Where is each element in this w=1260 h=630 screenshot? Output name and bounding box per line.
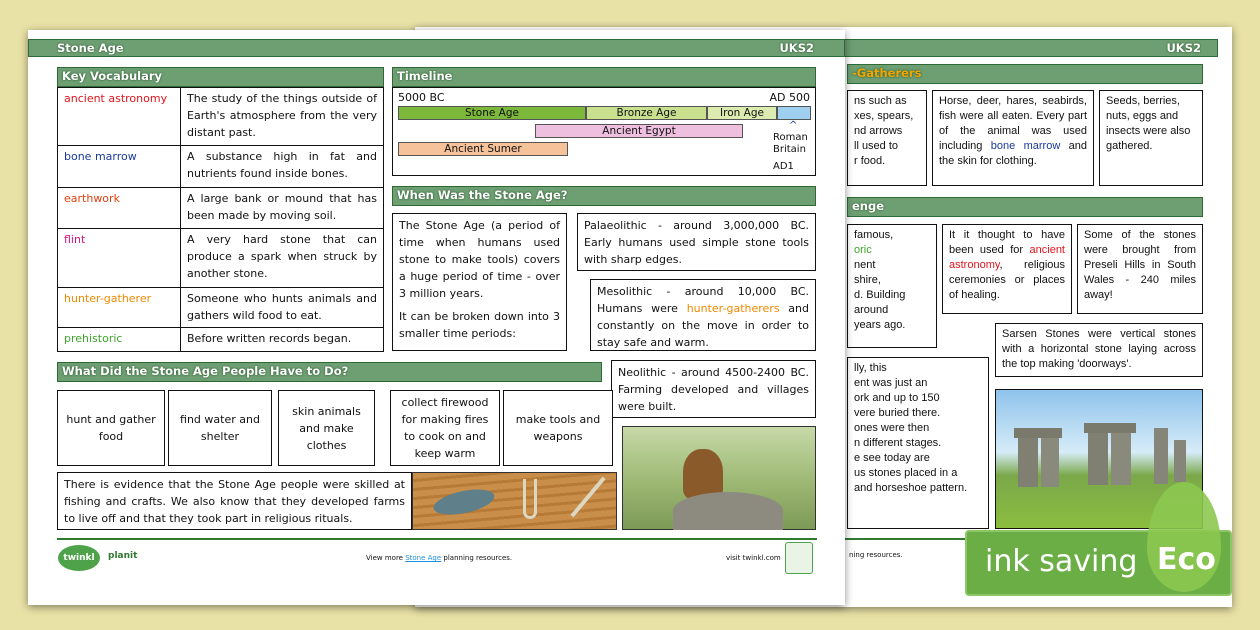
vocab-definition: A substance high in fat and nutrients found inside bones. [181, 146, 384, 188]
quality-badge-icon [785, 542, 813, 574]
caveman-image [622, 426, 816, 530]
timeline-heading: Timeline [392, 67, 816, 87]
bar-roman-britain [777, 106, 811, 120]
bar-ancient-egypt: Ancient Egypt [535, 124, 743, 138]
text-line: lly, this [854, 362, 887, 374]
front-header-bar [28, 39, 845, 57]
vocab-definition: Someone who hunts animals and gathers wild food to eat. [181, 288, 384, 328]
vocab-definition: A very hard stone that can produce a spark when struck by another stone. [181, 229, 384, 288]
vocab-row [58, 188, 384, 229]
todo-item: skin animals and make clothes [278, 390, 375, 466]
eco-label: Eco [1157, 542, 1216, 577]
text-line: n different stages. [854, 437, 942, 449]
neolithic-box: Neolithic - around 4500-2400 BC. Farming developed and villages were built. [611, 360, 816, 418]
todo-item: collect firewood for making fires to cook on and keep warm [390, 390, 500, 466]
footer-line [57, 538, 817, 540]
mesolithic-box: Mesolithic - around 10,000 BC. Humans were hunter-gatherers and constantly on the move in order to stay safe and warm. [590, 279, 816, 351]
text-line: oric [854, 244, 872, 256]
hg-box-3: Seeds, berries, nuts, eggs and insects were also gathered. [1099, 90, 1203, 186]
bar-iron-age: Iron Age [707, 106, 777, 120]
vocab-term: hunter-gatherer [58, 288, 181, 328]
vocab-definition: The study of the things outside of Earth's atmosphere from the very distant past. [181, 88, 384, 146]
ink-saving-badge [965, 530, 1232, 596]
hg-box-1 [847, 90, 927, 186]
vocab-term: ancient astronomy [58, 88, 181, 146]
stonehenge-heading [847, 197, 1203, 217]
todo-item: make tools and weapons [503, 390, 613, 466]
planit-label: planit [108, 551, 138, 561]
text-line: years ago. [854, 319, 906, 331]
text-line: us stones placed in a [854, 467, 958, 479]
front-page [28, 30, 845, 605]
todo-item: hunt and gather food [57, 390, 165, 466]
roman-britain-label: Roman Britain [773, 132, 808, 155]
hg-box-2: Horse, deer, hares, seabirds, fish were all eaten. Every part of the animal was used including bone marrow and the skin for clothing. [932, 90, 1094, 186]
sh-box-4 [847, 357, 989, 529]
text-line: ns such as [854, 95, 907, 107]
ink-saving-label: ink saving [985, 544, 1138, 579]
level-label: UKS2 [1166, 41, 1201, 55]
twinkl-logo[interactable]: twinkl [58, 545, 100, 571]
sh-box-1 [847, 224, 937, 348]
ad1-label: AD1 [773, 161, 794, 172]
todo-item: find water and shelter [168, 390, 272, 466]
sarsen-box: Sarsen Stones were vertical stones with a horizontal stone laying across the top making 'doorways'. [995, 323, 1203, 377]
todo-heading: What Did the Stone Age People Have to Do? [57, 362, 602, 382]
text-line: around [854, 304, 889, 316]
page-title: Stone Age [57, 41, 124, 55]
text-line: ones were then [854, 422, 930, 434]
text-line: ent was just an [854, 377, 928, 389]
vocab-row [58, 288, 384, 328]
evidence-box: There is evidence that the Stone Age people were skilled at fishing and crafts. We also know that they developed farms to live off and that they took part in religious rituals. [57, 472, 412, 530]
view-more-text: View more Stone Age planning resources. [366, 554, 513, 562]
visit-twinkl-link[interactable]: visit twinkl.com [726, 554, 781, 562]
vocab-row [58, 146, 384, 188]
hunter-gatherers-heading [847, 64, 1203, 84]
text-line: nd arrows [854, 125, 903, 137]
text-line: ork and up to 150 [854, 392, 940, 404]
when-heading: When Was the Stone Age? [392, 186, 816, 206]
tools-image [412, 472, 617, 530]
text-line: and horseshoe pattern. [854, 482, 968, 494]
text-line: ll used to [854, 140, 899, 152]
hunter-gatherers-heading-text: -Gatherers [852, 66, 922, 80]
vocab-row [58, 328, 384, 352]
vocab-term: prehistoric [58, 328, 181, 352]
vocab-term: earthwork [58, 188, 181, 229]
text-line: d. Building [854, 289, 906, 301]
when-intro-box [392, 213, 567, 351]
text-line: xes, spears, [854, 110, 914, 122]
vocab-definition: A large bank or mound that has been made by moving soil. [181, 188, 384, 229]
timeline-end: AD 500 [769, 91, 810, 104]
stonehenge-heading-text: enge [852, 199, 885, 213]
vocab-table [57, 87, 384, 352]
vocab-definition: Before written records began. [181, 328, 384, 352]
bar-ancient-sumer: Ancient Sumer [398, 142, 568, 156]
caret-icon: ^ [789, 120, 798, 131]
sh-box-3: Some of the stones were brought from Preseli Hills in South Wales - 240 miles away! [1077, 224, 1203, 314]
vocab-term: bone marrow [58, 146, 181, 188]
stone-age-link[interactable]: Stone Age [405, 554, 442, 562]
back-footer-text: ning resources. [849, 551, 903, 559]
text-line: r food. [854, 155, 886, 167]
text-line: famous, [854, 229, 894, 241]
text-line: e see today are [854, 452, 930, 464]
timeline-box [392, 87, 816, 176]
text-line: nent [854, 259, 876, 271]
sh-box-2: It it thought to have been used for ancient astronomy, religious ceremonies or places of healing. [942, 224, 1072, 314]
bar-stone-age: Stone Age [398, 106, 586, 120]
palaeolithic-box: Palaeolithic - around 3,000,000 BC. Early humans used simple stone tools with sharp edges. [577, 213, 816, 271]
key-vocabulary-heading: Key Vocabulary [57, 67, 384, 87]
vocab-row [58, 229, 384, 288]
bar-bronze-age: Bronze Age [586, 106, 707, 120]
text-line: vere buried there. [854, 407, 941, 419]
hg-box-1-lines [854, 94, 920, 169]
level-label: UKS2 [779, 41, 814, 55]
timeline-start: 5000 BC [398, 91, 445, 104]
vocab-term: flint [58, 229, 181, 288]
text-line: shire, [854, 274, 881, 286]
vocab-row [58, 88, 384, 146]
when-intro-1: The Stone Age (a period of time when humans used stone to make tools) covers a huge period of time - over 3 million years. [399, 219, 560, 300]
when-intro-2: It can be broken down into 3 smaller time periods: [399, 310, 560, 340]
